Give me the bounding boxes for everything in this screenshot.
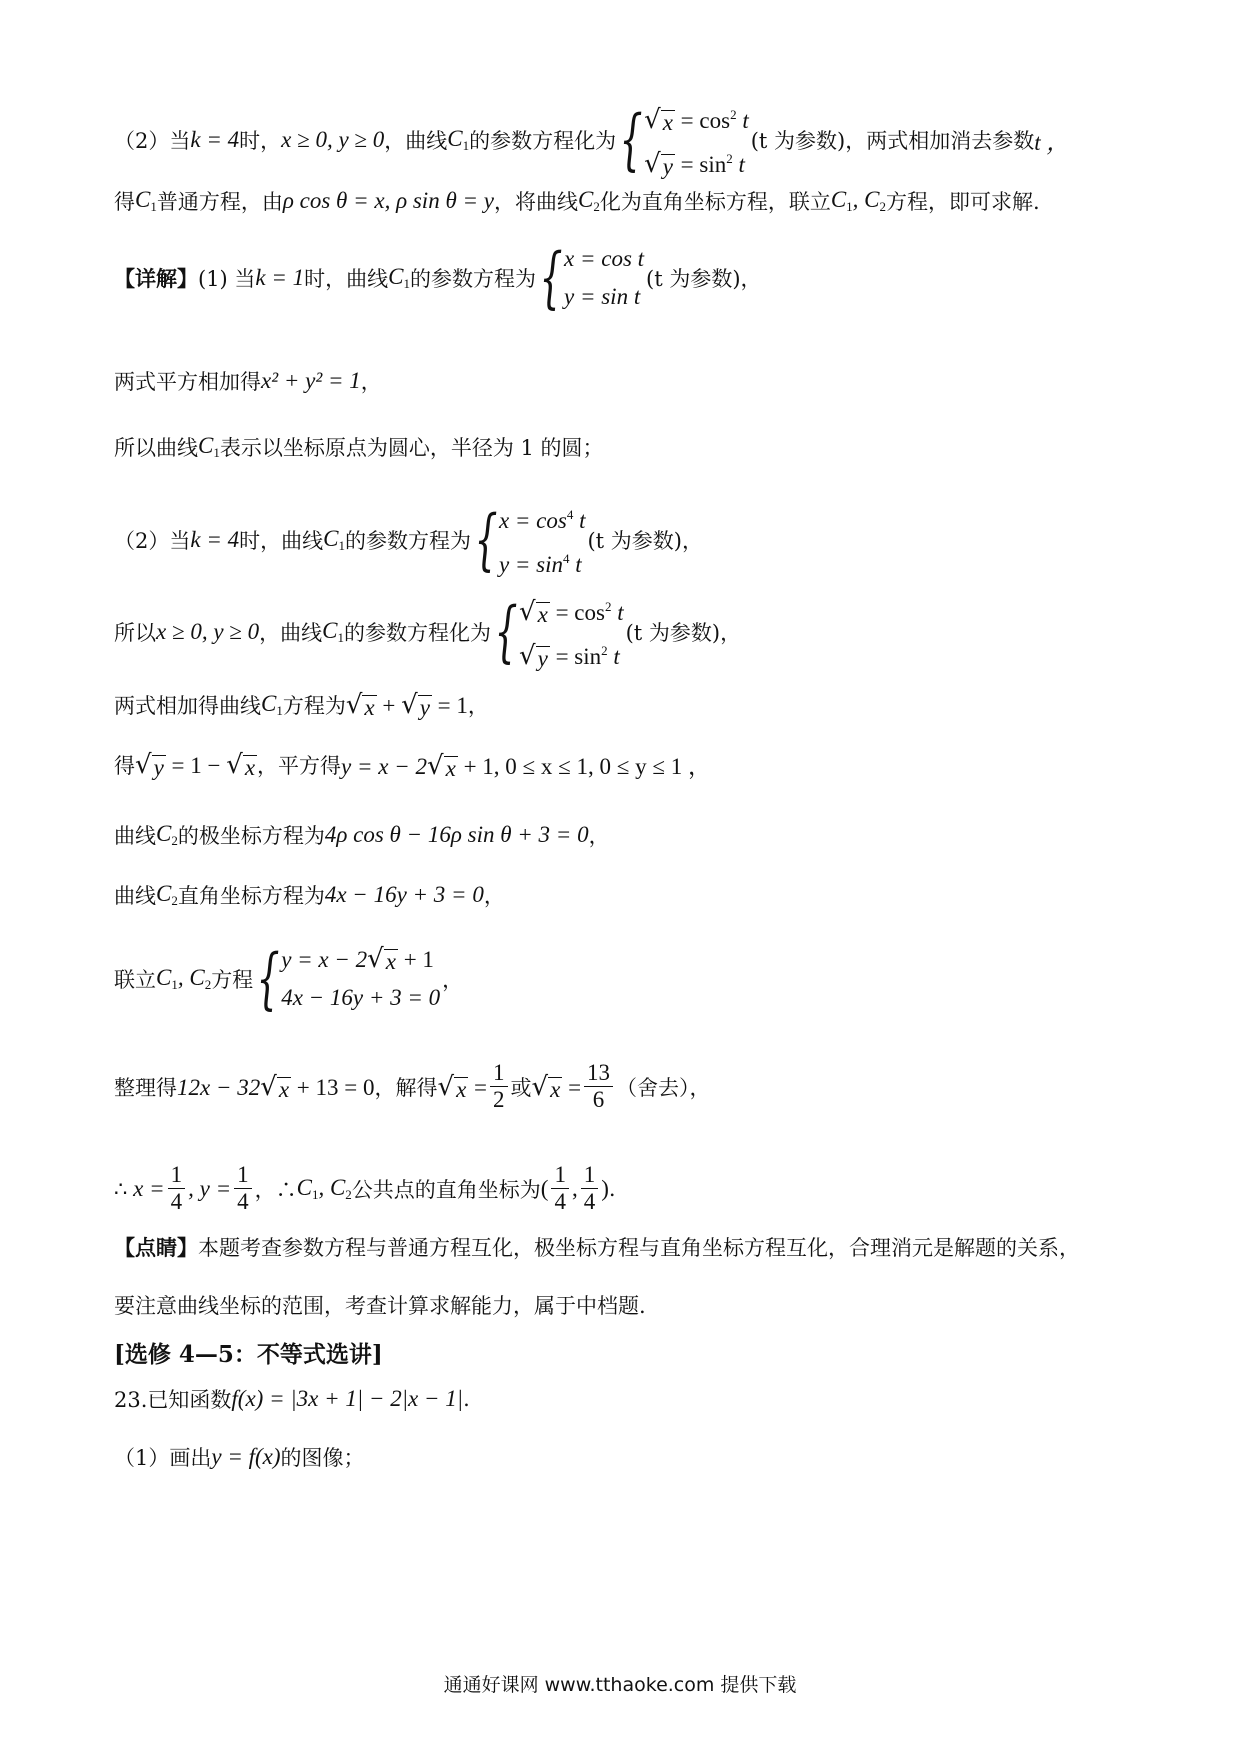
line-13: 整理得 12x − 32 √ x + 13 = 0 ，解得 √ x = $\frac{1}{2}$ 或 √ x = $\frac{13}{6}$ （舍去），: [114, 1060, 711, 1112]
line-1: （2）当 k = 4 时， x ≥ 0, y ≥ 0 ，曲线 $C_1$ 的参数方程化为 { √ x = $\cos^2 t$ √ y = $\sin^2 t$ (t 为参数)，两式相加消去参数 t ，: [114, 101, 1070, 179]
line-11: 曲线 $C_2$ 直角坐标方程为 4x − 16y + 3 = 0 ，: [114, 881, 505, 908]
c1-symbol: $C_1$: [447, 126, 470, 153]
line-16: 要注意曲线坐标的范围，考查计算求解能力，属于中档题.: [114, 1294, 646, 1318]
line-12: 联立 $C_1$, $C_2$ 方程 { y = x − 2 √ x + 1 4x − 16y + 3 = 0 ，: [114, 939, 464, 1017]
line-3: 【详解】 (1) 当 k = 1 时，曲线 $C_1$ 的参数方程为 { x = cos t y = sin t (t 为参数)，: [114, 239, 762, 316]
line-5: 所以曲线 $C_1$ 表示以坐标原点为圆心，半径为 1 的圆；: [114, 433, 604, 460]
question-23: 23.已知函数 f(x) = |3x + 1| − 2|x − 1| .: [114, 1386, 470, 1412]
line-9: 得 √ y = 1 − √ x ，平方得 y = x − 2 √ x + 1, 0 ≤ x ≤ 1, 0 ≤ y ≤ 1 ，: [114, 749, 712, 781]
section-heading: [选修 4—5：不等式选讲]: [114, 1341, 383, 1368]
question-23-part-1: （1）画出 y = f(x) 的图像；: [114, 1444, 365, 1470]
line-6: （2）当 k = 4 时，曲线 $C_1$ 的参数方程为 { $x = \cos^4 t$ $y = \sin^4 t$ (t 为参数)，: [114, 501, 703, 578]
line-8: 两式相加得曲线 $C_1$ 方程为 √ x + √ y = 1 ，: [114, 690, 489, 720]
line-7: 所以 x ≥ 0, y ≥ 0 ，曲线 $C_1$ 的参数方程化为 { √ x = $\cos^2 t$ √ y = $\sin^2 t$ (t 为参数)，: [114, 593, 742, 671]
param-system: { √ x = $\cos^2 t$ √ y = $\sin^2 t$: [619, 101, 749, 179]
page-footer: 通通好课网 www.tthaoke.com 提供下载: [443, 1674, 797, 1696]
line-14: ∴ x = $\frac{1}{4}$ , y = $\frac{1}{4}$ ，∴ $C_1$, $C_2$ 公共点的直角坐标为 ( $\frac{1}{4}$ , $\frac{1}{4}$ ) .: [114, 1162, 616, 1214]
line-10: 曲线 $C_2$ 的极坐标方程为 4ρ cos θ − 16ρ sin θ + 3 = 0 ，: [114, 821, 610, 848]
line-2: 得 $C_1$ 普通方程，由 ρ cos θ = x, ρ sin θ = y ，将曲线 $C_2$ 化为直角坐标方程，联立 $C_1$, $C_2$ 方程，即可求解.: [114, 187, 1040, 214]
line-15: 【点睛】 本题考查参数方程与普通方程互化，极坐标方程与直角坐标方程互化，合理消元是解题的关系，: [114, 1235, 1080, 1260]
line-4: 两式平方相加得 x² + y² = 1 ，: [114, 368, 382, 394]
